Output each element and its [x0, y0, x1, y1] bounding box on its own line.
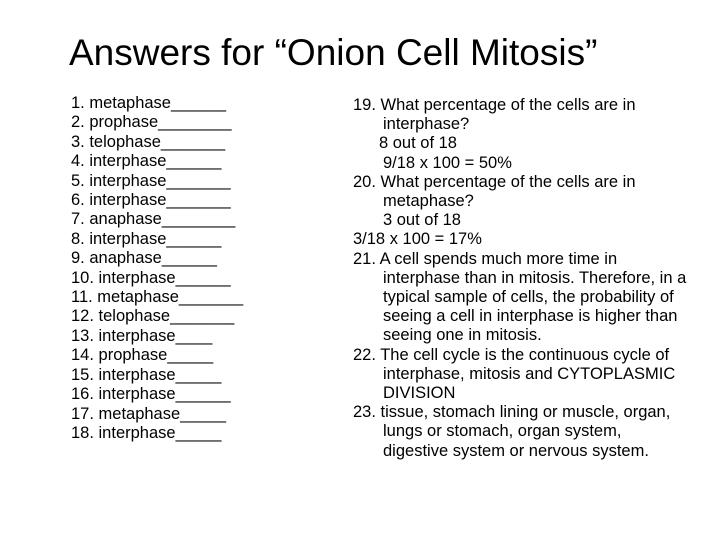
answer-item: 12. telophase_______ [71, 307, 235, 326]
question-21: 21. A cell spends much more time in interphase than in mitosis. Therefore, in a typical sample of cells, the probability of seeing a cell in interphase is higher than seeing one in mitosis. [353, 249, 687, 345]
answer-item: 14. prophase_____ [71, 346, 214, 365]
answer-item: 16. interphase______ [71, 385, 231, 404]
answer-item: 7. anaphase________ [71, 210, 236, 229]
answer-19-calc: 9/18 x 100 = 50% [383, 153, 512, 172]
answer-20-count: 3 out of 18 [383, 211, 461, 230]
answer-item: 6. interphase_______ [71, 191, 231, 210]
answer-item: 11. metaphase_______ [71, 288, 244, 307]
question-answers [353, 96, 688, 461]
answer-item: 1. metaphase______ [71, 94, 227, 112]
answer-item: 2. prophase________ [71, 113, 232, 132]
answer-item: 9. anaphase______ [71, 249, 217, 268]
answer-item: 13. interphase____ [71, 326, 213, 345]
answer-item: 5. interphase_______ [71, 171, 231, 190]
answer-list [71, 94, 243, 443]
question-20: 20. What percentage of the cells are in metaphase? [353, 172, 636, 211]
question-19: 19. What percentage of the cells are in interphase? [353, 96, 636, 134]
question-23: 23. tissue, stomach lining or muscle, organ, lungs or stomach, organ system, digestive system or nervous system. [353, 403, 671, 460]
answer-item: 4. interphase______ [71, 152, 222, 171]
answer-item: 18. interphase_____ [71, 423, 222, 442]
answer-19-count: 8 out of 18 [379, 134, 457, 153]
answer-item: 10. interphase______ [71, 268, 231, 287]
answer-item: 3. telophase_______ [71, 132, 226, 151]
page-title: Answers for “Onion Cell Mitosis” [69, 32, 598, 73]
question-22: 22. The cell cycle is the continuous cycle of interphase, mitosis and CYTOPLASMIC DIVISION [353, 345, 676, 403]
answer-item: 17. metaphase_____ [71, 404, 227, 423]
answer-20-calc: 3/18 x 100 = 17% [353, 230, 482, 249]
answer-item: 15. interphase_____ [71, 365, 222, 384]
answer-item: 8. interphase______ [71, 229, 222, 248]
